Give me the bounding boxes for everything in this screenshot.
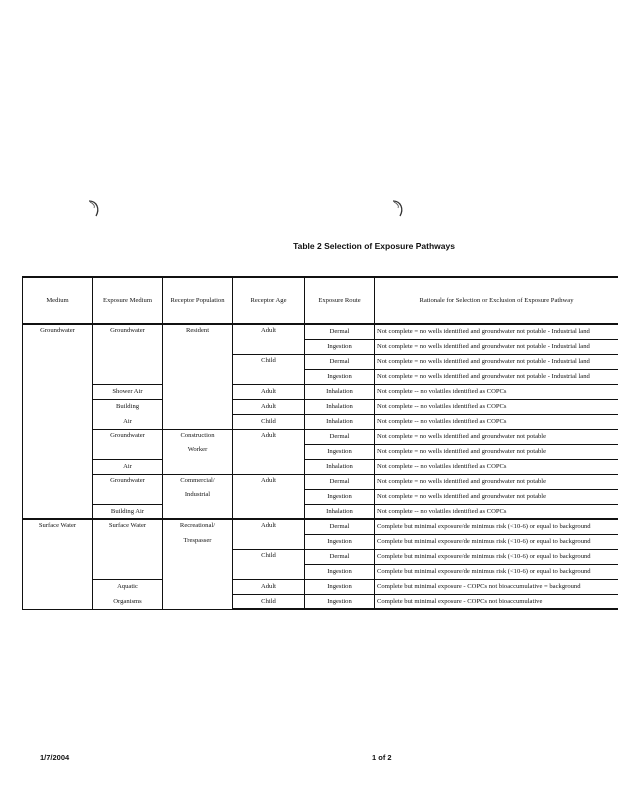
rationale-cell: Complete but minimal exposure - COPCs not bioaccumulative [375, 594, 618, 609]
footer-date: 1/7/2004 [40, 753, 70, 762]
header-receptor-population: Receptor Population [163, 277, 233, 324]
route-cell: Ingestion [305, 489, 375, 504]
table-row [23, 504, 618, 519]
exposure-medium-cell: Groundwater [93, 474, 163, 504]
population-line: Construction [180, 431, 215, 439]
age-cell: Child [233, 414, 305, 429]
route-cell: Inhalation [305, 414, 375, 429]
route-cell: Inhalation [305, 504, 375, 519]
exposure-medium-cell: Groundwater [93, 429, 163, 459]
table-row [23, 429, 618, 444]
route-cell: Ingestion [305, 339, 375, 354]
route-cell: Dermal [305, 324, 375, 339]
age-cell: Child [233, 354, 305, 384]
route-cell: Inhalation [305, 459, 375, 474]
age-cell: Adult [233, 474, 305, 519]
table-row [23, 399, 618, 414]
route-cell: Dermal [305, 549, 375, 564]
route-cell: Ingestion [305, 444, 375, 459]
medium-cell: Surface Water [23, 519, 93, 609]
header-medium: Medium [23, 277, 93, 324]
rationale-cell: Complete but minimal exposure/de minimus risk (<10-6) or equal to background [375, 549, 618, 564]
table-row [23, 324, 618, 339]
age-cell: Adult [233, 399, 305, 414]
rationale-cell: Complete but minimal exposure/de minimus risk (<10-6) or equal to background [375, 564, 618, 579]
rationale-cell: Not complete = no wells identified and groundwater not potable [375, 429, 618, 444]
population-line: Industrial [184, 491, 211, 498]
table-row [23, 579, 618, 594]
rationale-cell: Not complete = no wells identified and groundwater not potable - Industrial land [375, 339, 618, 354]
table-row [23, 519, 618, 534]
rationale-cell: Not complete -- no volatiles identified as COPCs [375, 504, 618, 519]
rationale-cell: Complete but minimal exposure/de minimus risk (<10-6) or equal to background [375, 534, 618, 549]
route-cell: Dermal [305, 474, 375, 489]
route-cell: Ingestion [305, 369, 375, 384]
table-row [23, 384, 618, 399]
rationale-cell: Not complete -- no volatiles identified as COPCs [375, 384, 618, 399]
punch-mark-icon [390, 198, 406, 220]
punch-mark-icon [86, 198, 102, 220]
exposure-medium-cell: Groundwater [93, 324, 163, 384]
route-cell: Dermal [305, 519, 375, 534]
route-cell: Ingestion [305, 564, 375, 579]
exposure-medium-line: Air [123, 417, 132, 425]
rationale-cell: Not complete = no wells identified and groundwater not potable - Industrial land [375, 324, 618, 339]
table-title: Table 2 Selection of Exposure Pathways [293, 241, 455, 251]
route-cell: Ingestion [305, 594, 375, 609]
header-rationale: Rationale for Selection or Exclusion of Exposure Pathway [375, 277, 618, 324]
age-cell: Adult [233, 324, 305, 354]
rationale-cell: Not complete -- no volatiles identified as COPCs [375, 399, 618, 414]
rationale-cell: Not complete = no wells identified and groundwater not potable - Industrial land [375, 369, 618, 384]
age-cell: Child [233, 594, 305, 609]
exposure-medium-cell: Air [93, 459, 163, 474]
rationale-cell: Complete but minimal exposure - COPCs not bioaccumulative = background [375, 579, 618, 594]
exposure-medium-cell: Shower Air [93, 384, 163, 399]
exposure-medium-cell [93, 399, 163, 429]
population-cell: Resident [163, 324, 233, 429]
population-cell [163, 429, 233, 474]
age-cell: Adult [233, 519, 305, 549]
population-line: Commercial/ [180, 476, 215, 484]
table-row [23, 459, 618, 474]
population-cell [163, 519, 233, 609]
exposure-medium-cell: Building Air [93, 504, 163, 519]
header-exposure-medium: Exposure Medium [93, 277, 163, 324]
exposure-medium-line: Building [115, 403, 140, 411]
medium-cell: Groundwater [23, 324, 93, 519]
rationale-cell: Not complete = no wells identified and groundwater not potable [375, 444, 618, 459]
header-receptor-age: Receptor Age [233, 277, 305, 324]
age-cell: Adult [233, 384, 305, 399]
population-line: Trespasser [183, 536, 212, 544]
rationale-cell: Not complete = no wells identified and groundwater not potable [375, 474, 618, 489]
age-cell: Adult [233, 429, 305, 474]
population-cell [163, 474, 233, 519]
rationale-cell: Not complete = no wells identified and groundwater not potable - Industrial land [375, 354, 618, 369]
route-cell: Ingestion [305, 579, 375, 594]
route-cell: Dermal [305, 354, 375, 369]
age-cell: Adult [233, 579, 305, 594]
footer-page-number: 1 of 2 [372, 753, 392, 762]
exposure-medium-line: Aquatic [117, 583, 138, 591]
route-cell: Ingestion [305, 534, 375, 549]
exposure-pathways-table [22, 276, 618, 610]
rationale-cell: Not complete -- no volatiles identified as COPCs [375, 414, 618, 429]
population-line: Recreational/ [179, 522, 216, 529]
age-cell: Child [233, 549, 305, 579]
rationale-cell: Not complete -- no volatiles identified as COPCs [375, 459, 618, 474]
exposure-medium-cell: Surface Water [93, 519, 163, 579]
exposure-medium-cell [93, 579, 163, 609]
route-cell: Inhalation [305, 384, 375, 399]
population-line: Worker [187, 446, 208, 453]
route-cell: Inhalation [305, 399, 375, 414]
route-cell: Dermal [305, 429, 375, 444]
table-row [23, 474, 618, 489]
header-exposure-route: Exposure Route [305, 277, 375, 324]
rationale-cell: Complete but minimal exposure/de minimus risk (<10-6) or equal to background [375, 519, 618, 534]
rationale-cell: Not complete = no wells identified and groundwater not potable [375, 489, 618, 504]
exposure-medium-line: Organisms [113, 597, 142, 605]
